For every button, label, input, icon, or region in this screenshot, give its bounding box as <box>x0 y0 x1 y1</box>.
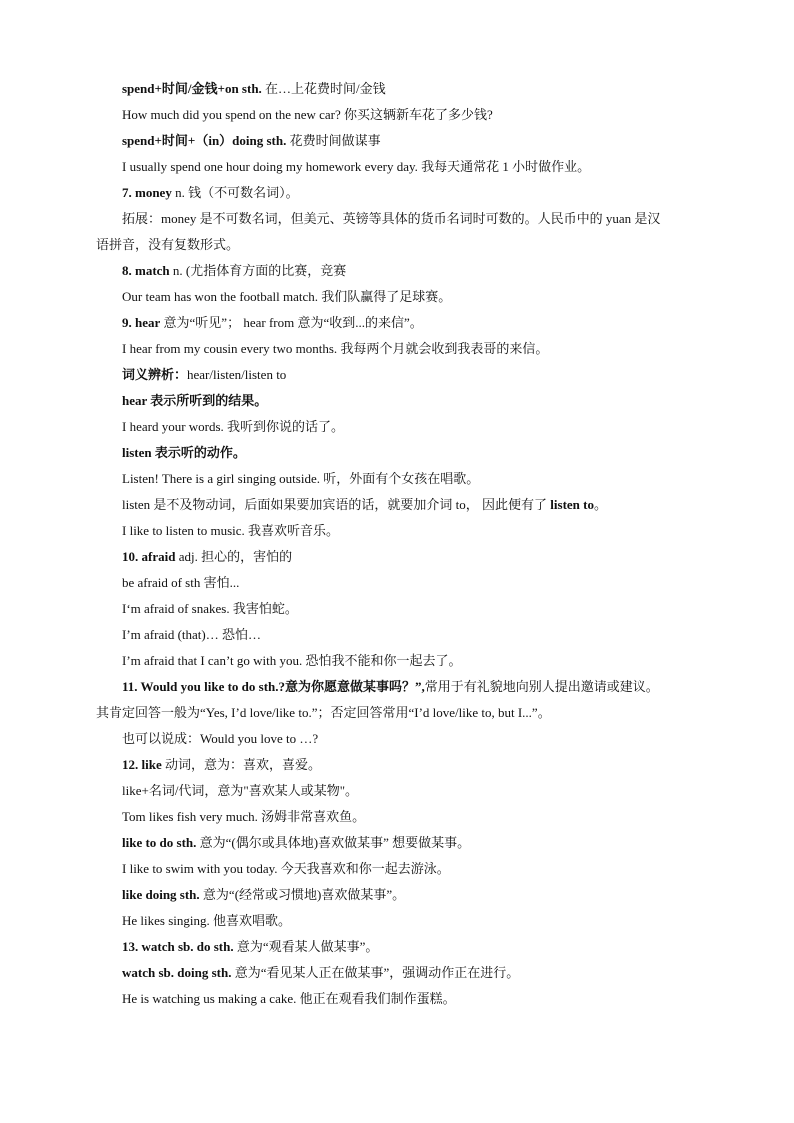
line-text: 意为“看见某人正在做某事”，强调动作正在进行。 <box>231 965 520 980</box>
line-text: like+名词/代词，意为"喜欢某人或某物"。 <box>122 783 359 798</box>
bold-term: 7. money <box>122 185 172 200</box>
bold-term: like to do sth. <box>122 835 197 850</box>
line-text: 动词，意为：喜欢，喜爱。 <box>161 757 321 772</box>
text-line <box>122 522 339 540</box>
text-line <box>122 600 298 618</box>
line-text: Tom likes fish very much. 汤姆非常喜欢鱼。 <box>122 809 366 824</box>
text-line <box>122 964 519 982</box>
text-line <box>122 834 470 852</box>
line-text: He is watching us making a cake. 他正在观看我们制作蛋糕。 <box>122 991 456 1006</box>
text-line <box>122 470 479 488</box>
text-line <box>122 860 450 878</box>
line-text: I heard your words. 我听到你说的话了。 <box>122 419 345 434</box>
line-text: 常用于有礼貌地向别人提出邀请或建议。 <box>424 679 659 694</box>
line-text: How much did you spend on the new car? 你买这辆新车花了多少钱? <box>122 107 493 122</box>
bold-term: 10. afraid <box>122 549 176 564</box>
line-text: 花费时间做谋事 <box>286 133 381 148</box>
line-text: I usually spend one hour doing my homework every day. 我每天通常花 1 小时做作业。 <box>122 159 591 174</box>
text-line <box>122 730 318 748</box>
line-text: I like to listen to music. 我喜欢听音乐。 <box>122 523 340 538</box>
bold-term: 词义辨析： <box>122 367 188 382</box>
line-text: I like to swim with you today. 今天我喜欢和你一起去游泳。 <box>122 861 450 876</box>
line-text: 语拼音，没有复数形式。 <box>96 237 240 252</box>
line-text: 意为“(经常或习惯地)喜欢做某事”。 <box>199 887 406 902</box>
text-line <box>122 210 660 228</box>
text-line <box>122 782 358 800</box>
text-line <box>122 808 365 826</box>
text-line <box>122 626 261 644</box>
line-text: He likes singing. 他喜欢唱歌。 <box>122 913 291 928</box>
line-text: n. 钱（不可数名词）。 <box>171 185 299 200</box>
line-text: 也可以说成：Would you love to …? <box>122 731 319 746</box>
text-line <box>96 704 551 722</box>
line-text: Our team has won the football match. 我们队赢得了足球赛。 <box>122 289 452 304</box>
text-line <box>122 756 321 774</box>
text-line <box>122 574 239 592</box>
bold-term: 11. Would you like to do sth.?意为你愿意做某事吗？”, <box>122 679 425 694</box>
line-text: n. (尤指体育方面的比赛，竞赛 <box>169 263 347 278</box>
bold-term: 12. like <box>122 757 162 772</box>
text-line <box>122 392 267 410</box>
text-line <box>122 678 659 696</box>
line-text: Listen! There is a girl singing outside. 听，外面有个女孩在唱歌。 <box>122 471 480 486</box>
bold-term: like doing sth. <box>122 887 200 902</box>
text-line <box>122 548 292 566</box>
bold-term: listen 表示听的动作。 <box>122 445 246 460</box>
line-text: listen 是不及物动词，后面如果要加宾语的话，就要加介词 to， 因此便有了 <box>122 497 551 512</box>
line-text: I hear from my cousin every two months. 我每两个月就会收到我表哥的来信。 <box>122 341 549 356</box>
text-line <box>122 340 548 358</box>
line-text: 意为“听见”； hear from 意为“收到...的来信”。 <box>160 315 423 330</box>
line-text: 在…上花费时间/金钱 <box>261 81 386 96</box>
line-text: adj. 担心的，害怕的 <box>175 549 293 564</box>
bold-term: listen to <box>550 497 594 512</box>
text-line <box>96 236 239 254</box>
text-line <box>122 288 451 306</box>
line-text: hear/listen/listen to <box>187 367 287 382</box>
text-line <box>122 184 299 202</box>
text-line <box>122 106 493 124</box>
bold-term: hear 表示所听到的结果。 <box>122 393 268 408</box>
line-text: 其肯定回答一般为“Yes, I’d love/like to.”；否定回答常用“I’d love/like to, but I...”。 <box>96 705 551 720</box>
bold-term: spend+时间+（in）doing sth. <box>122 133 287 148</box>
line-text: 拓展：money 是不可数名词，但美元、英镑等具体的货币名词时可数的。人民币中的 yuan 是汉 <box>122 211 661 226</box>
line-text: 意为“(偶尔或具体地)喜欢做某事” 想要做某事。 <box>196 835 471 850</box>
bold-term: watch sb. doing sth. <box>122 965 232 980</box>
text-line <box>122 132 381 150</box>
text-line <box>122 366 286 384</box>
text-line <box>122 262 346 280</box>
text-line <box>122 912 291 930</box>
text-line <box>122 418 344 436</box>
text-line <box>122 80 386 98</box>
line-text: 。 <box>593 497 607 512</box>
text-line <box>122 990 456 1008</box>
text-line <box>122 314 423 332</box>
bold-term: 13. watch sb. do sth. <box>122 939 234 954</box>
text-line <box>122 496 607 514</box>
line-text: 意为“观看某人做某事”。 <box>233 939 379 954</box>
text-line <box>122 938 378 956</box>
text-line <box>122 886 405 904</box>
bold-term: 9. hear <box>122 315 161 330</box>
bold-term: 8. match <box>122 263 170 278</box>
text-line <box>122 444 246 462</box>
text-line <box>122 158 590 176</box>
bold-term: spend+时间/金钱+on sth. <box>122 81 262 96</box>
line-text: I’m afraid that I can’t go with you. 恐怕我不能和你一起去了。 <box>122 653 462 668</box>
text-line <box>122 652 462 670</box>
line-text: be afraid of sth 害怕... <box>122 575 240 590</box>
line-text: I‘m afraid of snakes. 我害怕蛇。 <box>122 601 298 616</box>
line-text: I’m afraid (that)… 恐怕… <box>122 627 261 642</box>
